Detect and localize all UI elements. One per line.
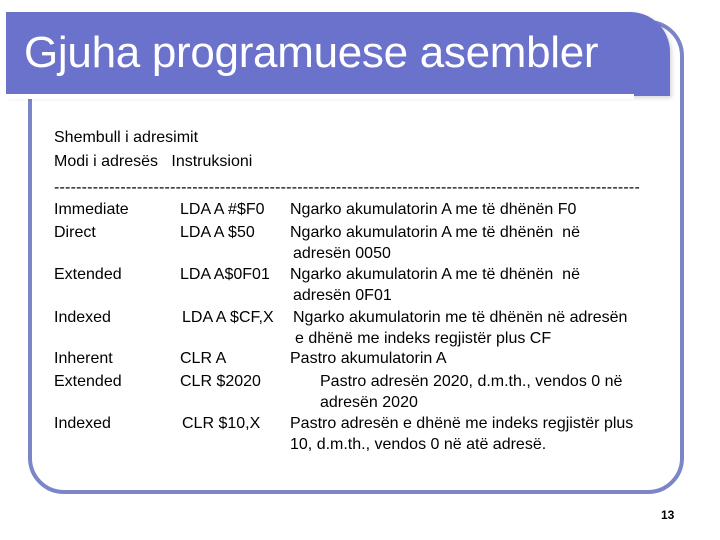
row-description: Ngarko akumulatorin A me të dhënën në: [290, 266, 580, 283]
row-description-cont: 10, d.m.th., vendos 0 në atë adresë.: [290, 436, 547, 453]
intro-line: Shembull i adresimit: [54, 129, 199, 146]
row-description-cont: adresën 2020: [320, 394, 418, 411]
row-description: Pastro adresën e dhënë me indeks regjistër plus: [290, 415, 634, 432]
row-instruction: CLR A: [180, 350, 227, 367]
row-instruction: CLR $2020: [180, 373, 261, 390]
row-description: Ngarko akumulatorin A me të dhënën në: [290, 224, 580, 241]
slide-title: Gjuha programuese asembler: [24, 28, 599, 77]
row-description: Pastro akumulatorin A: [290, 350, 447, 367]
row-instruction: CLR $10,X: [182, 415, 261, 432]
row-mode: Direct: [54, 224, 96, 241]
title-underline: [6, 94, 634, 99]
row-instruction: LDA A$0F01: [180, 266, 270, 283]
row-mode: Indexed: [54, 309, 111, 326]
row-instruction: LDA A $CF,X: [182, 309, 274, 326]
page-number: 13: [661, 508, 675, 522]
row-description: Pastro adresën 2020, d.m.th., vendos 0 në: [320, 373, 623, 390]
row-mode: Extended: [54, 373, 122, 390]
row-instruction: LDA A #$F0: [180, 201, 265, 218]
row-instruction: LDA A $50: [180, 224, 255, 241]
row-description-cont: adresën 0F01: [293, 287, 392, 304]
row-mode: Extended: [54, 266, 122, 283]
row-description-cont: e dhënë me indeks regjistër plus CF: [295, 330, 552, 347]
row-mode: Indexed: [54, 415, 111, 432]
row-description-cont: adresën 0050: [293, 245, 391, 262]
row-description: Ngarko akumulatorin me të dhënën në adresën: [293, 309, 628, 326]
row-mode: Inherent: [54, 350, 113, 367]
row-description: Ngarko akumulatorin A me të dhënën F0: [290, 201, 577, 218]
row-mode: Immediate: [54, 201, 129, 218]
separator-line: ----------------------------------------------------------------------------------------------------------: [54, 179, 640, 196]
column-header: Modi i adresës Instruksioni: [54, 153, 253, 170]
